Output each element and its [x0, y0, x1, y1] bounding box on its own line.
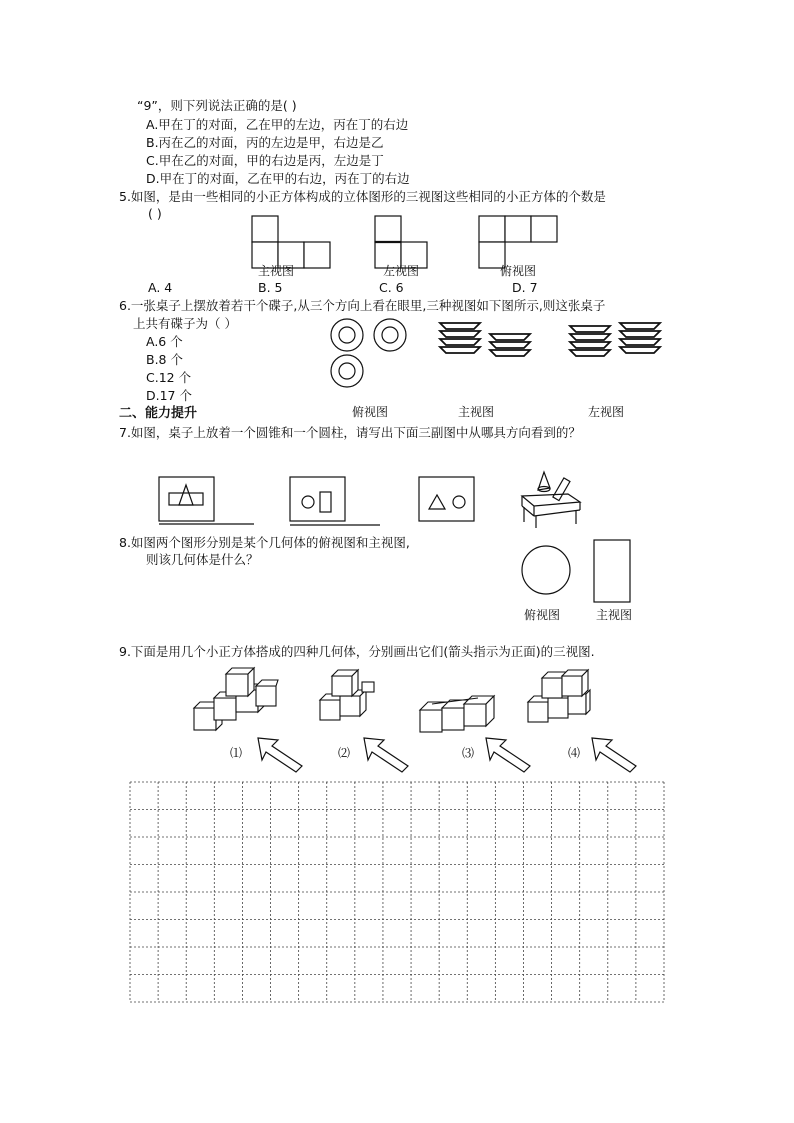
q6-left-view-plates: [568, 320, 668, 360]
q7-stem: 7.如图，桌子上放着一个圆锥和一个圆柱，请写出下面三副图中从哪具方向看到的？: [119, 425, 581, 440]
q4-option-a: A.甲在丁的对面，乙在甲的左边，丙在丁的右边: [146, 117, 409, 132]
q6-label-left: 左视图: [588, 405, 625, 419]
q4-option-c: C.甲在乙的对面，甲的右边是丙，左边是丁: [146, 153, 384, 168]
q8-stem: 8.如图两个图形分别是某个几何体的俯视图和主视图,: [119, 535, 410, 550]
q5-option-c: C. 6: [379, 280, 404, 295]
q5-label-top: 俯视图: [500, 264, 537, 278]
q6-label-top: 俯视图: [352, 405, 389, 419]
q4-option-b: B.丙在乙的对面，丙的左边是甲，右边是乙: [146, 135, 384, 150]
q6-stem: 6.一张桌子上摆放着若干个碟子,从三个方向上看在眼里,三种视图如下图所示,则这张桌子: [119, 298, 606, 313]
q5-stem: 5.如图，是由一些相同的小正方体构成的立体图形的三视图这些相同的小正方体的个数是: [119, 189, 606, 204]
q9-stem: 9.下面是用几个小正方体搭成的四种几何体，分别画出它们(箭头指示为正面)的三视图.: [119, 644, 595, 659]
q9-label-2: ⑵: [338, 746, 351, 760]
q6-top-view-plates: [330, 318, 410, 390]
q8-front-view-rect: [593, 539, 633, 605]
q6-label-front: 主视图: [458, 405, 495, 419]
q4-stem-tail: “9”，则下列说法正确的是( ): [137, 98, 297, 113]
q6-option-a: A.6 个: [146, 334, 183, 349]
section-title: 二、能力提升: [119, 406, 198, 421]
q5-label-left: 左视图: [383, 264, 420, 278]
q9-arrow-4: [590, 734, 638, 774]
q9-arrow-3: [484, 734, 532, 774]
q9-label-3: ⑶: [462, 746, 475, 760]
q9-label-1: ⑴: [230, 746, 243, 760]
q4-option-d: D.甲在丁的对面，乙在甲的右边，丙在丁的右边: [146, 171, 410, 186]
q6-front-view-plates: [438, 320, 538, 360]
q8-stem2: 则该几何体是什么？: [146, 552, 259, 567]
q6-option-c: C.12 个: [146, 370, 192, 385]
q6-stem2: 上共有碟子为（ ）: [133, 316, 237, 331]
q5-option-b: B. 5: [258, 280, 283, 295]
q5-paren: ( ): [148, 206, 162, 221]
q9-arrow-2: [362, 734, 410, 774]
q7-view-3: [419, 477, 479, 527]
q9-figure-3: [418, 690, 502, 740]
q8-top-view-circle: [520, 544, 574, 598]
q7-view-2: [290, 477, 390, 527]
q9-figure-1: [192, 664, 282, 736]
q5-label-front: 主视图: [258, 264, 295, 278]
q7-view-1: [159, 477, 259, 527]
drawing-grid[interactable]: [129, 781, 665, 1003]
q5-option-d: D. 7: [512, 280, 538, 295]
q6-option-b: B.8 个: [146, 352, 183, 367]
q6-option-d: D.17 个: [146, 388, 192, 403]
q9-label-4: ⑷: [568, 746, 581, 760]
q9-arrow-1: [256, 734, 304, 774]
q8-label-front: 主视图: [596, 608, 633, 622]
q5-option-a: A. 4: [148, 280, 173, 295]
q7-table-cone-cylinder: [516, 466, 586, 530]
q8-label-top: 俯视图: [524, 608, 561, 622]
q9-figure-2: [318, 664, 388, 726]
q9-figure-4: [526, 664, 596, 728]
